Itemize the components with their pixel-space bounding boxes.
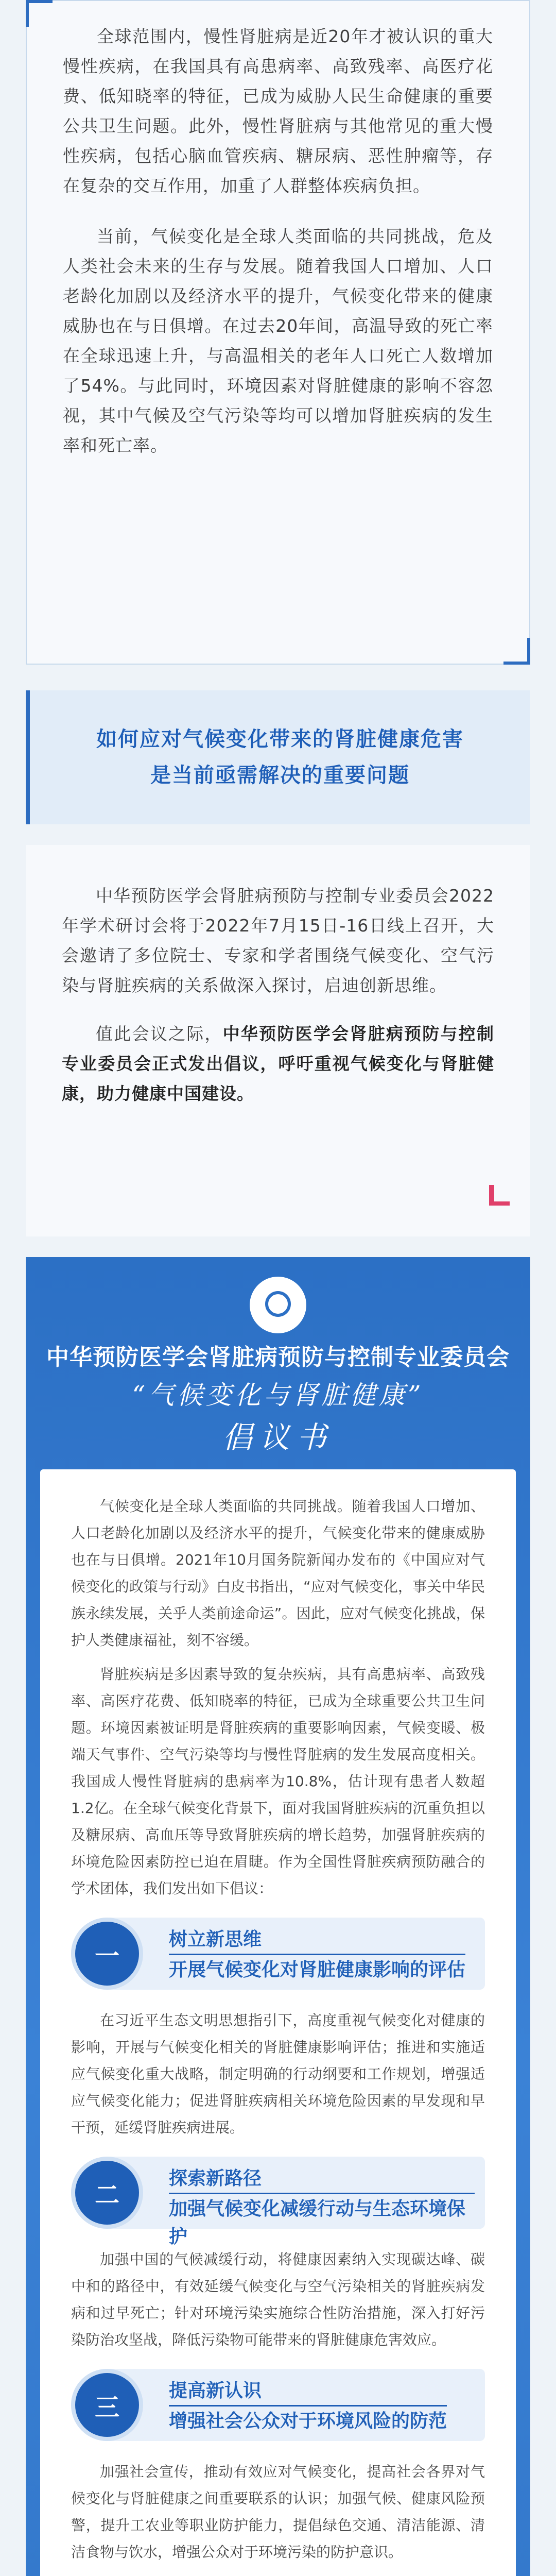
section-subtitle: 开展气候变化对肾脏健康影响的评估 (169, 1954, 465, 1984)
meeting-text: 值此会议之际， (96, 1024, 223, 1044)
section-header (71, 2369, 485, 2441)
section-heading (26, 690, 530, 824)
proposal-body (40, 1469, 516, 2576)
section-subtitle: 增强社会公众对于环境风险的防范 (169, 2405, 447, 2435)
section-paragraph: 加强社会宣传，推动有效应对气候变化，提高社会各界对气候变化与肾脏健康之间重要联系的认识；加强气候、健康风险预警，提升工农业等职业防护能力，提倡绿色交通、清洁能源、清洁食物与饮水，增强公众对于环境污染的防护意识。 (71, 2463, 485, 2561)
corner-decoration (26, 0, 53, 27)
section-title (169, 2377, 475, 2435)
section-title-line: 树立新思维 (169, 1929, 262, 1950)
proposal-paragraph: 肾脏疾病是多因素导致的复杂疾病，具有高患病率、高致残率、高医疗花费、低知晓率的特征，已成为全球重要公共卫生问题。环境因素被证明是肾脏疾病的重要影响因素，气候变暖、极端天气事件、空气污染等均与慢性肾脏病的发生发展高度相关。我国成人慢性肾脏病的患病率为10.8%，估计现有患者人数超1.2亿。在全球气候变化背景下，面对我国肾脏疾病的沉重负担以及糖尿病、高血压等导致肾脏疾病的增长趋势，加强肾脏疾病的环境危险因素防控已迫在眉睫。作为全国性肾脏疾病预防融合的学术团体，我们发出如下倡议： (71, 1666, 485, 1897)
section-title (169, 1926, 475, 1984)
meeting-highlight: 中华预防医学会肾脏病预防与控制专业委员会正式发出倡议，呼吁重视气候变化与肾脏健康，助力健康中国建设。 (62, 1024, 495, 1104)
section-subtitle: 加强气候变化减缓行动与生态环境保护 (169, 2193, 475, 2251)
section-paragraph: 加强中国的气候减缓行动，将健康因素纳入实现碳达峰、碳中和的路径中，有效延缓气候变化与空气污染相关的肾脏疾病发病和过早死亡；针对环境污染实施综合性防治措施，深入打好污染防治攻坚战，降低污染物可能带来的肾脏健康危害效应。 (71, 2251, 485, 2348)
section-number: 一 (71, 1918, 143, 1990)
intro-card (26, 0, 530, 665)
intro-paragraph: 当前，气候变化是全球人类面临的共同挑战，危及人类社会未来的生存与发展。随着我国人口增加、人口老龄化加剧以及经济水平的提升，气候变化带来的健康威胁也在与日俱增。在过去20年间，高温导致的死亡率在全球迅速上升，与高温相关的老年人口死亡人数增加了54%。与此同时，环境因素对肾脏健康的影响不容忽视，其中气候及空气污染等均可以增加肾脏疾病的发生率和死亡率。 (63, 226, 493, 455)
proposal-section (26, 1257, 530, 2576)
section-title (169, 2165, 475, 2251)
doc-title: 倡议书 (222, 1420, 334, 1455)
theme-title: “气候变化与肾脏健康” (132, 1380, 424, 1410)
section-header (71, 2157, 485, 2247)
section-number: 二 (71, 2157, 143, 2229)
section-title-line: 提高新认识 (169, 2380, 262, 2401)
corner-decoration (503, 638, 530, 665)
meeting-paragraph: 中华预防医学会肾脏病预防与控制专业委员会2022年学术研讨会将于2022年7月15日-16日线上召开，大会邀请了多位院士、专家和学者围绕气候变化、空气污染与肾脏疾病的关系做深入探讨，启迪创新思维。 (62, 886, 494, 995)
org-title: 中华预防医学会肾脏病预防与控制专业委员会 (46, 1344, 510, 1370)
section-header (71, 1918, 485, 1990)
heading-line: 如何应对气候变化带来的肾脏健康危害 (96, 727, 464, 751)
intro-paragraph: 全球范围内，慢性肾脏病是近20年才被认识的重大慢性疾病，在我国具有高患病率、高致残率、高医疗花费、低知晓率的特征，已成为威胁人民生命健康的重要公共卫生问题。此外，慢性肾脏病与其他常见的重大慢性疾病，包括心脑血管疾病、糖尿病、恶性肿瘤等，存在复杂的交互作用，加重了人群整体疾病负担。 (63, 26, 493, 196)
corner-decoration (489, 1201, 510, 1206)
section-paragraph: 在习近平生态文明思想指引下，高度重视气候变化对健康的影响，开展与气候变化相关的肾脏健康影响评估；推进和实施适应气候变化重大战略，制定明确的行动纲要和工作规划，增强适应气候变化能力；促进肾脏疾病相关环境危险因素的早发现和早干预，延缓肾脏疾病进展。 (71, 2012, 485, 2136)
section-title-line: 探索新路径 (169, 2168, 262, 2189)
proposal-header (40, 1277, 516, 1459)
meeting-paragraph (62, 1019, 494, 1109)
heading-line: 是当前亟需解决的重要问题 (150, 764, 410, 787)
emblem-icon (250, 1277, 306, 1333)
proposal-paragraph: 气候变化是全球人类面临的共同挑战。随着我国人口增加、人口老龄化加剧以及经济水平的提升，气候变化带来的健康威胁也在与日俱增。2021年10月国务院新闻办发布的《中国应对气候变化的政策与行动》白皮书指出，“应对气候变化，事关中华民族永续发展，关乎人类前途命运”。因此，应对气候变化挑战，保护人类健康福祉，刻不容缓。 (71, 1498, 485, 1649)
meeting-card (26, 845, 530, 1236)
section-number: 三 (71, 2369, 143, 2441)
